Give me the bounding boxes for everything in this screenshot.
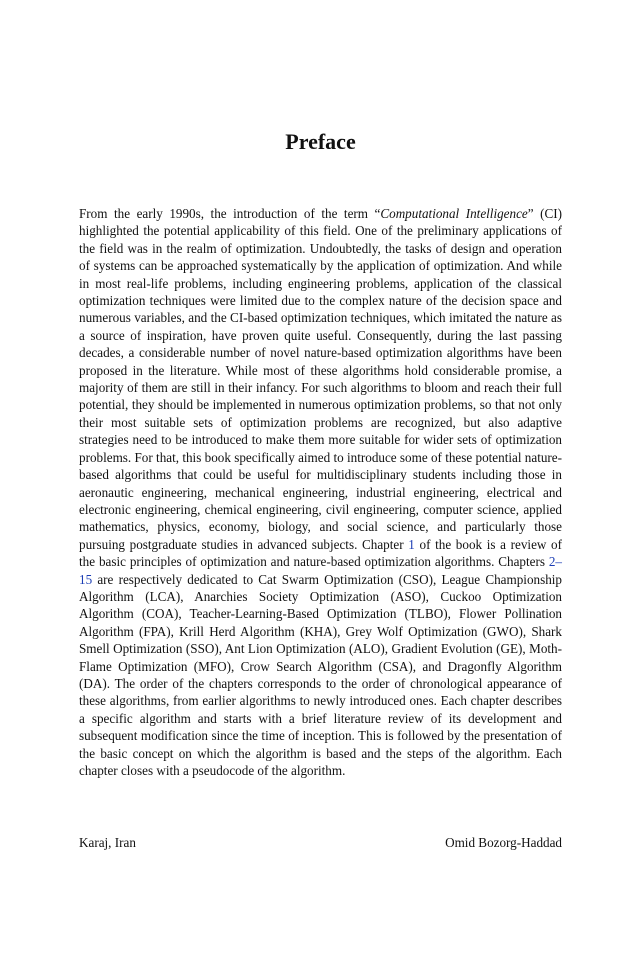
body-text-start: From the early 1990s, the introduction of the term “ [79, 206, 381, 221]
body-text-part: of the book is a review of the basic principles of optimization and nature-based optimization algorithms. Chapters [79, 536, 562, 570]
signature-author: Omid Bozorg-Haddad [445, 835, 562, 850]
signature-place: Karaj, Iran [79, 835, 136, 850]
preface-paragraph [79, 205, 562, 779]
term-emphasis: Computational Intelligence [380, 206, 528, 221]
chapters-range-link[interactable]: 2–15 [79, 554, 562, 587]
page-title: Preface [285, 129, 356, 154]
signature-line [79, 834, 562, 852]
body-text-end: are respectively dedicated to Cat Swarm Optimization (CSO), League Championship Algorithm (LCA), Anarchies Society Optimization (ASO), Cuckoo Optimization Algorithm (COA), Teacher-Learning-Based Optimization (TLBO), Flower Pollination Algorithm (FPA), Krill Herd Algorithm (KHA), Grey Wolf Optimization (GWO), Shark Smell Optimization (SSO), Ant Lion Optimization (ALO), Gradient Evolution (GE), Moth-Flame Optimization (MFO), Crow Search Algorithm (CSA), and Dragonfly Algorithm (DA). The order of the chapters corresponds to the order of chronological appearance of these algorithms, from earlier algorithms to newly introduced ones. Each chapter describes a specific algorithm and starts with a brief literature review of its development and subsequent modification since the time of inception. This is followed by the presentation of the basic concept on which the algorithm is based and the steps of the algorithm. Each chapter closes with a pseudocode of the algorithm. [79, 571, 562, 778]
body-text-part: ” (CI) highlighted the potential applicability of this field. One of the preliminary applications of the field was in the realm of optimization. Undoubtedly, the tasks of design and operation of systems can be approached systematically by the application of optimization. And while in most real-life problems, including engineering problems, application of the classical optimization techniques were limited due to the complex nature of the decision space and numerous variables, and the CI-based optimization techniques, which imitated the nature as a source of inspiration, have proven quite useful. Consequently, during the last passing decades, a considerable number of novel nature-based optimization algorithms have been proposed in the literature. While most of these algorithms hold considerable promise, a majority of them are still in their infancy. For such algorithms to bloom and reach their full potential, they should be implemented in numerous optimization problems, so that not only their most suitable sets of optimization problems are recognized, but also adaptive strategies need to be introduced to make them more suitable for wider sets of optimization problems. For that, this book specifically aimed to introduce some of these potential nature-based algorithms that could be useful for multidisciplinary students including those in aeronautic engineering, mechanical engineering, industrial engineering, electrical and electronic engineering, chemical engineering, civil engineering, computer science, applied mathematics, physics, economy, biology, and social science, and particularly those pursuing postgraduate studies in advanced subjects. Chapter [79, 206, 562, 552]
chapter-1-link[interactable]: 1 [408, 536, 415, 552]
